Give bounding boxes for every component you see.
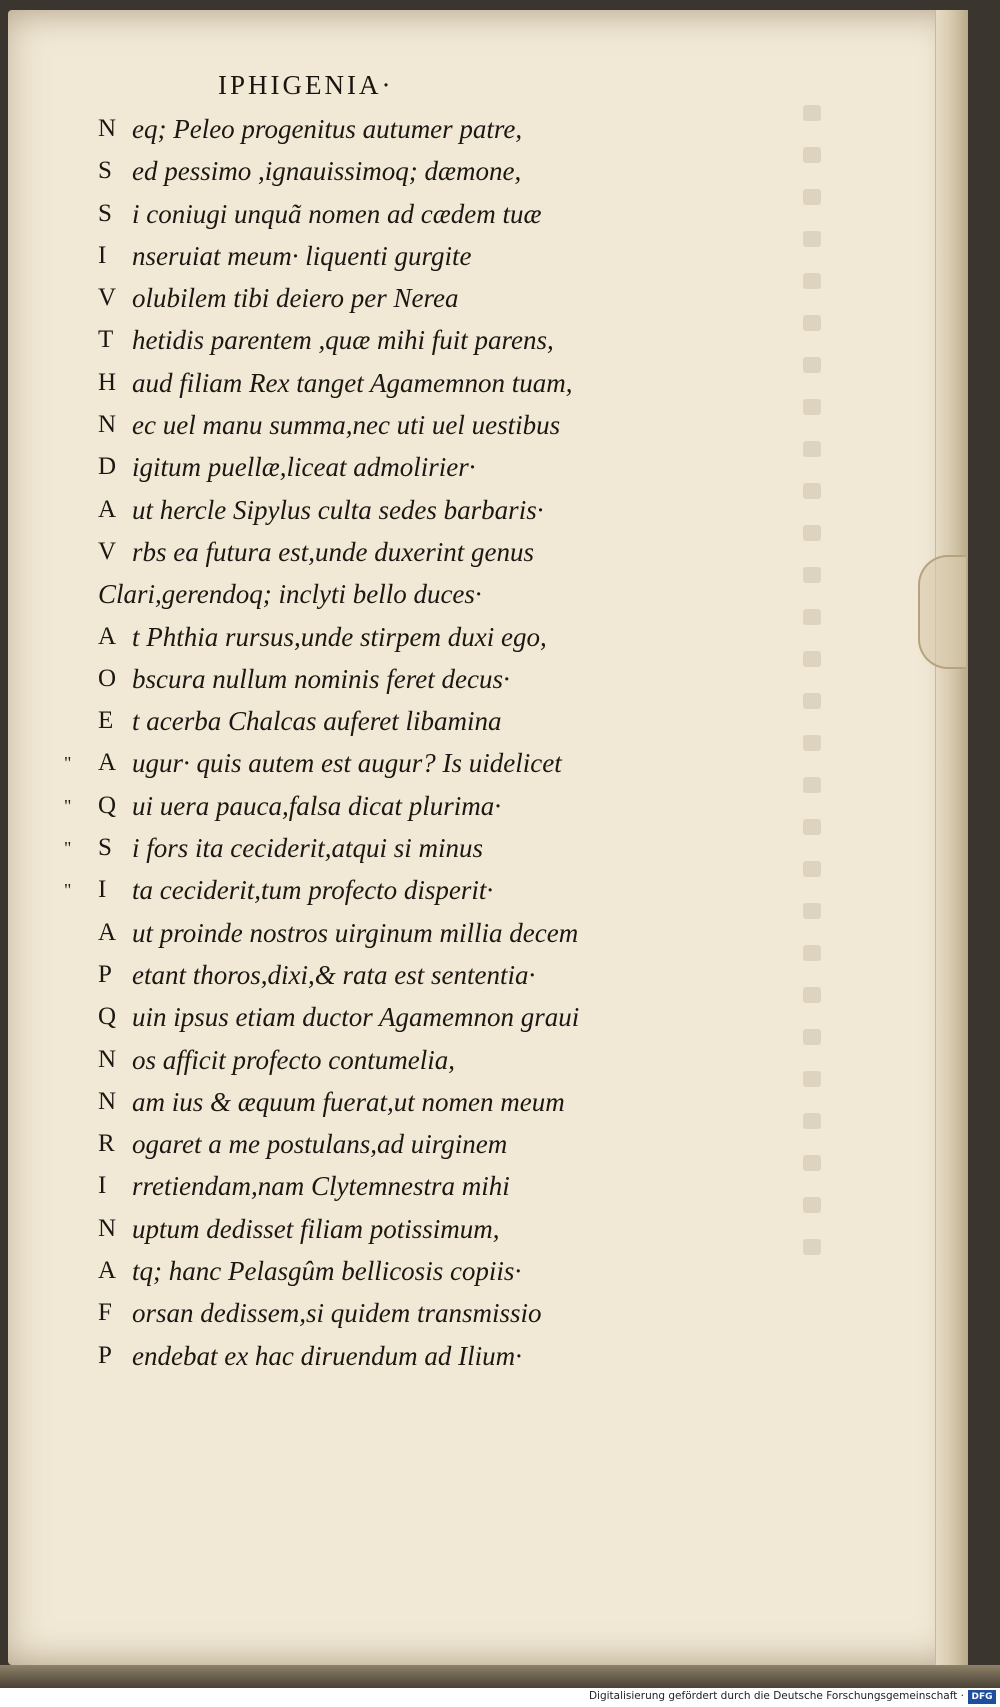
verse-text: ogaret a me postulans,ad uirginem bbox=[132, 1129, 508, 1160]
verse-line-24 bbox=[50, 1081, 790, 1123]
line-initial: S bbox=[98, 834, 112, 862]
verse-text: uptum dedisset filiam potissimum, bbox=[132, 1213, 500, 1244]
line-initial: N bbox=[98, 1214, 117, 1242]
verse-text: i coniugi unquã nomen ad cædem tuæ bbox=[132, 198, 542, 229]
verse-line-7 bbox=[50, 362, 790, 404]
quotation-mark: " bbox=[64, 838, 72, 859]
line-initial: P bbox=[98, 1341, 112, 1369]
line-initial: N bbox=[98, 1087, 117, 1115]
verse-line-9 bbox=[50, 446, 790, 488]
verse-text: rretiendam,nam Clytemnestra mihi bbox=[132, 1171, 510, 1202]
verse-line-21 bbox=[50, 954, 790, 996]
verse-line-28 bbox=[50, 1250, 790, 1292]
line-initial: A bbox=[98, 1257, 117, 1285]
verse-line-23 bbox=[50, 1039, 790, 1081]
verse-line-11 bbox=[50, 531, 790, 573]
verse-text: ui uera pauca,falsa dicat plurima· bbox=[132, 790, 501, 821]
verse-text: ut proinde nostros uirginum millia decem bbox=[132, 917, 579, 948]
line-initial: A bbox=[98, 495, 117, 523]
verse-text: etant thoros,dixi,& rata est sententia· bbox=[132, 959, 536, 990]
line-initial: V bbox=[98, 284, 117, 312]
line-initial: S bbox=[98, 157, 112, 185]
verse-line-20 bbox=[50, 912, 790, 954]
verse-line-19 bbox=[50, 869, 790, 911]
quotation-mark: " bbox=[64, 753, 72, 774]
verse-text: t Phthia rursus,unde stirpem duxi ego, bbox=[132, 621, 547, 652]
line-initial: D bbox=[98, 453, 117, 481]
verse-text: bscura nullum nominis feret decus· bbox=[132, 663, 510, 694]
quotation-mark: " bbox=[64, 880, 72, 901]
verse-text: endebat ex hac diruendum ad Ilium· bbox=[132, 1340, 522, 1371]
line-initial: N bbox=[98, 411, 117, 439]
line-initial: A bbox=[98, 918, 117, 946]
verse-line-25 bbox=[50, 1123, 790, 1165]
verse-text: t acerba Chalcas auferet libamina bbox=[132, 706, 502, 737]
line-initial: T bbox=[98, 326, 114, 354]
verse-line-3 bbox=[50, 193, 790, 235]
line-initial: P bbox=[98, 960, 112, 988]
verse-line-8 bbox=[50, 404, 790, 446]
verse-line-30 bbox=[50, 1335, 790, 1377]
verse-line-14 bbox=[50, 658, 790, 700]
verse-text: uin ipsus etiam ductor Agamemnon graui bbox=[132, 1002, 580, 1033]
verse-text: ed pessimo ,ignauissimoq; dæmone, bbox=[132, 156, 522, 187]
verse-line-13 bbox=[50, 616, 790, 658]
verse-line-18 bbox=[50, 827, 790, 869]
digitization-footer bbox=[0, 1688, 1000, 1707]
dfg-logo: DFG bbox=[968, 1690, 996, 1704]
verse-line-4 bbox=[50, 235, 790, 277]
line-initial: R bbox=[98, 1130, 115, 1158]
quotation-mark: " bbox=[64, 795, 72, 816]
page-edge bbox=[935, 10, 968, 1665]
verse-text: rbs ea futura est,unde duxerint genus bbox=[132, 536, 534, 567]
verse-line-12 bbox=[50, 573, 790, 615]
verse-text: hetidis parentem ,quæ mihi fuit parens, bbox=[132, 325, 554, 356]
scan-bottom-edge bbox=[0, 1665, 1000, 1688]
line-initial: I bbox=[98, 1172, 107, 1200]
verse-list bbox=[50, 108, 790, 1377]
verse-line-17 bbox=[50, 785, 790, 827]
line-initial: O bbox=[98, 664, 117, 692]
verse-line-22 bbox=[50, 996, 790, 1038]
line-initial: N bbox=[98, 115, 117, 142]
line-initial: A bbox=[98, 622, 117, 650]
line-initial: I bbox=[98, 241, 107, 269]
line-initial: A bbox=[98, 749, 117, 777]
verse-line-5 bbox=[50, 277, 790, 319]
verse-text: ut hercle Sipylus culta sedes barbaris· bbox=[132, 494, 544, 525]
verse-line-10 bbox=[50, 489, 790, 531]
verse-text: tq; hanc Pelasgûm bellicosis copiis· bbox=[132, 1256, 522, 1287]
verse-text: nseruiat meum· liquenti gurgite bbox=[132, 240, 472, 271]
verse-line-27 bbox=[50, 1208, 790, 1250]
line-initial: I bbox=[98, 876, 107, 904]
verse-line-1 bbox=[50, 108, 790, 150]
line-initial: Q bbox=[98, 791, 117, 819]
line-initial: N bbox=[98, 1045, 117, 1073]
verse-text: os afficit profecto contumelia, bbox=[132, 1044, 455, 1075]
verse-text: orsan dedissem,si quidem transmissio bbox=[132, 1298, 542, 1329]
line-initial: Q bbox=[98, 1003, 117, 1031]
verse-text: igitum puellæ,liceat admolirier· bbox=[132, 452, 476, 483]
verse-line-16 bbox=[50, 742, 790, 784]
footer-credit: Digitalisierung gefördert durch die Deutsche Forschungsgemeinschaft · bbox=[588, 1690, 964, 1702]
line-initial: H bbox=[98, 368, 117, 396]
verse-line-15 bbox=[50, 700, 790, 742]
page-tab bbox=[918, 555, 966, 669]
verse-text: ugur· quis autem est augur? Is uidelicet bbox=[132, 748, 562, 779]
verse-text: am ius & æquum fuerat,ut nomen meum bbox=[132, 1086, 565, 1117]
verse-text: olubilem tibi deiero per Nerea bbox=[132, 283, 459, 314]
line-initial: E bbox=[98, 707, 114, 735]
verse-text: eq; Peleo progenitus autumer patre, bbox=[132, 114, 523, 144]
verse-line-29 bbox=[50, 1292, 790, 1334]
line-initial: V bbox=[98, 537, 117, 565]
verse-text: Clari,gerendoq; inclyti bello duces· bbox=[98, 579, 482, 610]
verse-line-2 bbox=[50, 150, 790, 192]
line-initial: S bbox=[98, 199, 112, 227]
verse-text: ec uel manu summa,nec uti uel uestibus bbox=[132, 410, 561, 441]
verse-text: i fors ita ceciderit,atqui si minus bbox=[132, 833, 483, 864]
verse-line-26 bbox=[50, 1165, 790, 1207]
verse-line-6 bbox=[50, 319, 790, 361]
verse-text: ta ceciderit,tum profecto disperit· bbox=[132, 875, 494, 906]
show-through-marks bbox=[803, 105, 923, 1385]
page-header: IPHIGENIA· bbox=[218, 70, 394, 100]
line-initial: F bbox=[98, 1299, 112, 1327]
verse-text: aud filiam Rex tanget Agamemnon tuam, bbox=[132, 367, 573, 398]
